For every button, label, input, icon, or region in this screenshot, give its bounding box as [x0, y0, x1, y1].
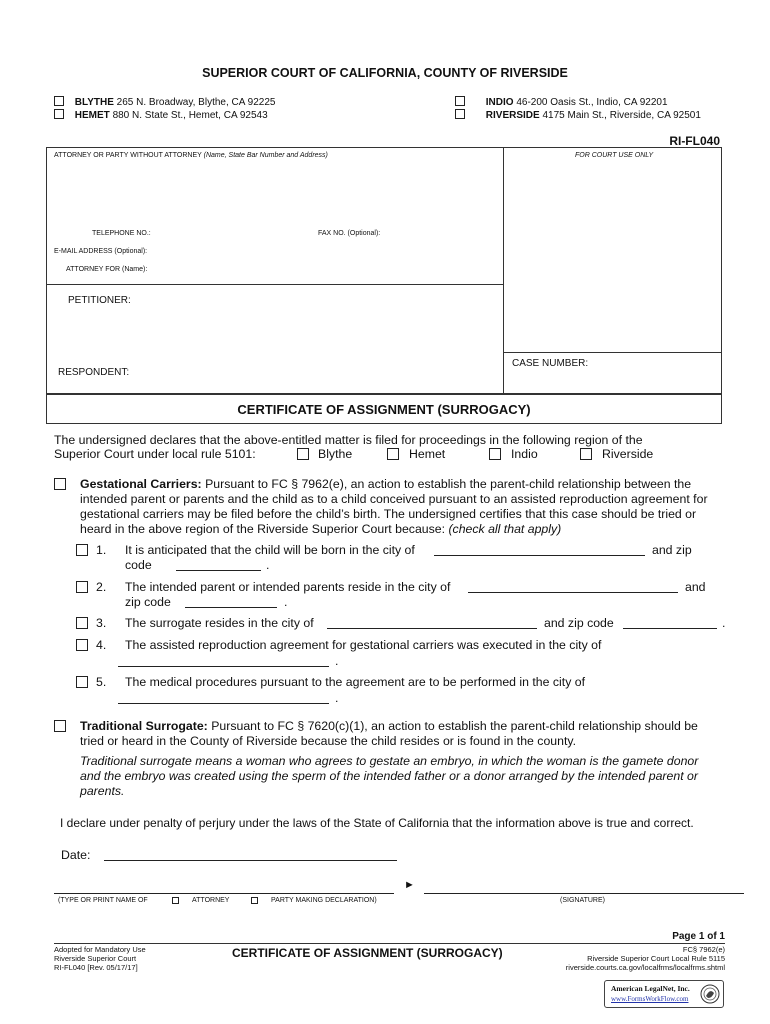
location-indio: INDIO 46-200 Oasis St., Indio, CA 92201: [455, 96, 668, 108]
item5-end: .: [335, 691, 339, 705]
item1-zip-field[interactable]: [176, 570, 261, 571]
region-hemet-label: Hemet: [409, 447, 446, 461]
region-riverside-label: Riverside: [602, 447, 654, 461]
location-riverside: RIVERSIDE 4175 Main St., Riverside, CA 92501: [455, 109, 701, 121]
item5-checkbox[interactable]: [76, 676, 88, 688]
item4-num: 4.: [96, 638, 107, 652]
declaration-text: I declare under penalty of perjury under the laws of the State of California that the information above is true and correct.: [60, 816, 694, 830]
form-title: CERTIFICATE OF ASSIGNMENT (SURROGACY): [237, 402, 531, 417]
attorney-for-label: ATTORNEY FOR (Name):: [66, 266, 148, 273]
item4-checkbox[interactable]: [76, 639, 88, 651]
region-riverside-checkbox[interactable]: [580, 448, 592, 460]
item1-city-field[interactable]: [434, 555, 645, 556]
gestational-line4: heard in the above region of the Riverside Superior Court because: (check all that apply): [80, 522, 562, 536]
attorney-label-sig: ATTORNEY: [192, 897, 230, 904]
page-number: Page 1 of 1: [672, 931, 725, 942]
location-hemet: HEMET 880 N. State St., Hemet, CA 92543: [54, 109, 268, 121]
attorney-label: ATTORNEY OR PARTY WITHOUT ATTORNEY (Name, State Bar Number and Address): [54, 152, 328, 159]
petitioner-divider: [46, 284, 503, 285]
court-use-divider: [503, 147, 504, 394]
item1-text: It is anticipated that the child will be born in the city of: [125, 543, 415, 557]
gestational-checkbox[interactable]: [54, 478, 66, 490]
footer-rule: [54, 943, 725, 944]
type-name-label: (TYPE OR PRINT NAME OF: [58, 897, 148, 904]
intro-line1: The undersigned declares that the above-entitled matter is filed for proceedings in the following region of the: [54, 433, 643, 447]
item3-city-field[interactable]: [327, 628, 537, 629]
party-label: PARTY MAKING DECLARATION): [271, 897, 377, 904]
respondent-label: RESPONDENT:: [58, 367, 130, 378]
hemet-checkbox[interactable]: [54, 109, 64, 119]
item2-num: 2.: [96, 580, 107, 594]
footer-adopted: Adopted for Mandatory Use Riverside Superior Court RI-FL040 [Rev. 05/17/17]: [54, 945, 146, 972]
traditional-def1: Traditional surrogate means a woman who agrees to gestate an embryo, in which the woman is the gamete donor: [80, 754, 699, 768]
location-blythe: BLYTHE 265 N. Broadway, Blythe, CA 92225: [54, 96, 275, 108]
case-number-label: CASE NUMBER:: [512, 358, 589, 369]
region-blythe-checkbox[interactable]: [297, 448, 309, 460]
traditional-def2: and the embryo was created using the sperm of the intended father or a donor arranged by the intended parent or: [80, 769, 698, 783]
traditional-def3: parents.: [80, 784, 125, 798]
case-divider: [503, 352, 722, 353]
traditional-line2: tried or heard in the County of Riverside because the child resides or is found in the county.: [80, 734, 577, 748]
item3-after: and zip code: [544, 616, 614, 630]
item5-text: The medical procedures pursuant to the agreement are to be performed in the city of: [125, 675, 586, 689]
party-checkbox[interactable]: [251, 897, 258, 904]
indio-checkbox[interactable]: [455, 96, 465, 106]
region-hemet-checkbox[interactable]: [387, 448, 399, 460]
item3-text: The surrogate resides in the city of: [125, 616, 314, 630]
blythe-checkbox[interactable]: [54, 96, 64, 106]
gestational-line2: intended parent or parents and the child as to a child conceived pursuant to an assisted reproduction agreement for: [80, 492, 708, 506]
traditional-checkbox[interactable]: [54, 720, 66, 732]
region-indio-checkbox[interactable]: [489, 448, 501, 460]
item3-end: .: [722, 616, 726, 630]
item2-after: and: [685, 580, 706, 594]
item1-after: and zip: [652, 543, 692, 557]
telephone-label: TELEPHONE NO.:: [92, 230, 151, 237]
name-field[interactable]: [54, 893, 394, 894]
region-indio-label: Indio: [511, 447, 538, 461]
item4-end: .: [335, 654, 339, 668]
court-use-label: FOR COURT USE ONLY: [575, 152, 654, 159]
petitioner-label: PETITIONER:: [68, 295, 131, 306]
region-blythe-label: Blythe: [318, 447, 353, 461]
signature-field[interactable]: [424, 893, 744, 894]
item2-city-field[interactable]: [468, 592, 678, 593]
gestational-line1: Gestational Carriers: Pursuant to FC § 7962(e), an action to establish the parent-child relationship between the: [80, 477, 692, 491]
item4-text: The assisted reproduction agreement for gestational carriers was executed in the city of: [125, 638, 602, 652]
item2-zip-field[interactable]: [185, 607, 277, 608]
fax-label: FAX NO. (Optional):: [318, 230, 381, 237]
attorney-checkbox[interactable]: [172, 897, 179, 904]
gestational-line3: gestational carriers may be filed before the child’s birth. The undersigned certifies that this case should be tried or: [80, 507, 697, 521]
date-label: Date:: [61, 848, 91, 862]
intro-line2: Superior Court under local rule 5101:: [54, 447, 256, 461]
item4-city-field[interactable]: [118, 666, 329, 667]
item2-text: The intended parent or intended parents reside in the city of: [125, 580, 451, 594]
signature-label: (SIGNATURE): [560, 897, 605, 904]
date-field[interactable]: [104, 860, 397, 861]
item2-end: .: [284, 595, 288, 609]
item1-checkbox[interactable]: [76, 544, 88, 556]
footer-title: CERTIFICATE OF ASSIGNMENT (SURROGACY): [232, 946, 503, 960]
item3-zip-field[interactable]: [623, 628, 717, 629]
riverside-checkbox[interactable]: [455, 109, 465, 119]
item1-end: .: [266, 558, 270, 572]
item2-line2: zip code: [125, 595, 171, 609]
form-id: RI-FL040: [669, 134, 720, 148]
legalnet-stamp: American LegalNet, Inc. www.FormsWorkFlow.com: [604, 980, 724, 1008]
legalnet-logo-icon: [700, 984, 720, 1004]
traditional-line1: Traditional Surrogate: Pursuant to FC § 7620(c)(1), an action to establish the parent-child relationship should be: [80, 719, 698, 733]
email-label: E-MAIL ADDRESS (Optional):: [54, 248, 148, 255]
caption-box: [46, 147, 722, 394]
item3-num: 3.: [96, 616, 107, 630]
item5-city-field[interactable]: [118, 703, 329, 704]
item1-line2: code: [125, 558, 152, 572]
footer-refs: FC§ 7962(e) Riverside Superior Court Local Rule 5115 riverside.courts.ca.gov/localfrms/localfrms.shtml: [565, 945, 725, 972]
item2-checkbox[interactable]: [76, 581, 88, 593]
signature-arrow: ►: [404, 879, 415, 891]
legalnet-link[interactable]: www.FormsWorkFlow.com: [611, 995, 689, 1003]
item1-num: 1.: [96, 543, 107, 557]
item5-num: 5.: [96, 675, 107, 689]
item3-checkbox[interactable]: [76, 617, 88, 629]
court-title: SUPERIOR COURT OF CALIFORNIA, COUNTY OF RIVERSIDE: [202, 66, 568, 80]
